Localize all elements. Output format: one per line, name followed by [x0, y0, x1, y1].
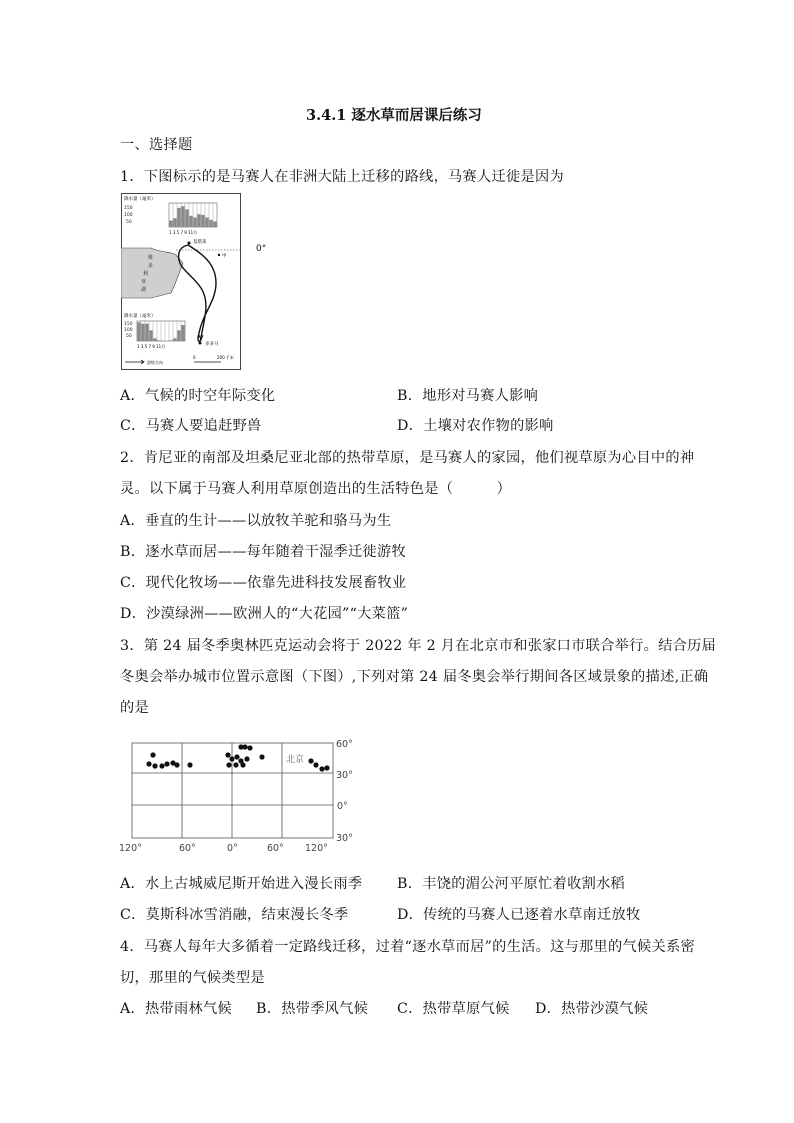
rainfall-bar [173, 218, 176, 227]
scale-zero: 0 [193, 355, 196, 360]
rainfall-bar [137, 322, 140, 341]
rainfall-bar [169, 221, 172, 227]
lat-label: 60° [336, 739, 353, 750]
q1-migration-map [121, 193, 241, 374]
lake-char: 利 [143, 271, 149, 277]
q2-stem-line2: 灵。以下属于马赛人利用草原创造出的生活特色是（ ） [120, 481, 512, 497]
rainfall-bar [213, 221, 216, 227]
lat-label: 0° [337, 801, 348, 812]
lon-label: 60° [267, 843, 284, 854]
city-south-dot [199, 342, 202, 345]
q2-stem-line1: 2．肯尼亚的南部及坦桑尼亚北部的热带草原，是马赛人的家园，他们视草原为心目中的神 [120, 450, 695, 466]
lon-label: 120° [305, 843, 328, 854]
lake-char: 维 [148, 255, 154, 261]
q3-option-a: A．水上古城威尼斯开始进入漫长雨季 [120, 876, 363, 892]
point-jia-label: 甲 [222, 254, 227, 259]
section-heading: 一、选择题 [120, 137, 193, 153]
q1-stem: 1．下图标示的是马赛人在非洲大陆上迁移的路线，马赛人迁徙是因为 [120, 169, 564, 185]
y-tick: 150 [124, 322, 133, 327]
q2-option-c: C．现代化牧场——依靠先进科技发展畜牧业 [120, 575, 407, 591]
lat-label: 30° [336, 770, 353, 781]
bottom-chart-label: 降水量（毫米） [124, 314, 156, 319]
q2-option-d: D．沙漠绿洲——欧洲人的“大花园”“大菜篮” [120, 606, 409, 622]
city-south-label: 多多马 [205, 342, 219, 347]
q3-stem-line3: 的是 [120, 700, 149, 716]
x-ticks: 1 3 5 7 9 11月 [169, 230, 198, 235]
lake-char: 亚 [141, 279, 147, 285]
q4-option-c: C．热带草原气候 [397, 1001, 510, 1017]
rainfall-bar [205, 217, 208, 227]
q1-option-d: D．土壤对农作物的影响 [397, 418, 554, 434]
q3-option-d: D．传统的马赛人已逐着水草南迁放牧 [397, 907, 641, 923]
x-ticks: 1 3 5 7 9 11月 [137, 344, 166, 349]
q1-option-c: C．马赛人要追赶野兽 [120, 418, 262, 434]
rainfall-bar [189, 216, 192, 227]
rainfall-bar [173, 338, 176, 341]
lon-label: 120° [119, 843, 142, 854]
rainfall-bar [177, 208, 180, 227]
lat-label: 30° [336, 833, 353, 844]
y-tick: 100 [124, 328, 133, 333]
q1-option-b: B．地形对马赛人影响 [397, 388, 539, 404]
rainfall-bar [185, 209, 188, 227]
q4-option-d: D．热带沙漠气候 [535, 1001, 649, 1017]
rainfall-bar [181, 325, 184, 341]
rainfall-bar [157, 340, 160, 341]
q3-stem-line1: 3．第 24 届冬季奥林匹克运动会将于 2022 年 2 月在北京市和张家口市联合举行。结合历届 [120, 638, 717, 654]
rainfall-bar [201, 215, 204, 227]
q2-option-b: B．逐水草而居——每年随着干湿季迁徙游牧 [120, 544, 406, 560]
scale-label: 200 千米 [217, 355, 234, 360]
q4-option-b: B．热带季风气候 [256, 1001, 369, 1017]
rainfall-bar [197, 214, 200, 227]
q3-option-b: B．丰饶的湄公河平原忙着收割水稻 [397, 876, 626, 892]
rainfall-bar [169, 340, 172, 341]
y-tick: 100 [124, 213, 133, 218]
q3-olympic-cities-map [115, 735, 365, 864]
rainfall-bar [177, 330, 180, 341]
page-title: 3.4.1 逐水草而居课后练习 [306, 107, 482, 124]
beijing-label: 北京 [286, 755, 305, 765]
legend-label: 游牧方向 [147, 360, 163, 365]
q3-option-c: C．莫斯科冰雪消融，结束漫长冬季 [120, 907, 349, 923]
rainfall-bar [193, 217, 196, 227]
lon-label: 0° [227, 843, 238, 854]
lake-char: 湖 [141, 287, 147, 293]
lon-label: 60° [179, 843, 196, 854]
city-north-dot [188, 242, 191, 245]
rainfall-bar [153, 338, 156, 341]
q1-option-a: A．气候的时空年际变化 [120, 388, 276, 404]
q4-stem-line1: 4．马赛人每年大多循着一定路线迁移，过着“逐水草而居”的生活。这与那里的气候关系密 [120, 939, 695, 955]
y-tick: 150 [124, 206, 133, 211]
rainfall-bar [145, 324, 148, 341]
q2-option-a: A．垂直的生计——以放牧羊驼和骆马为生 [120, 513, 392, 529]
top-chart-label: 降水量（毫米） [124, 197, 156, 202]
equator-label: 0° [256, 244, 267, 254]
y-tick: 50 [126, 220, 132, 225]
city-north-label: 基塔莱 [193, 240, 207, 245]
y-tick: 50 [126, 334, 132, 339]
rainfall-bar [141, 324, 144, 341]
point-jia-dot [218, 254, 220, 256]
lake-char: 多 [148, 263, 154, 269]
rainfall-bar [181, 206, 184, 227]
q3-stem-line2: 冬奥会举办城市位置示意图（下图）,下列对第 24 届冬奥会举行期间各区域景象的描述,正确 [120, 669, 709, 685]
rainfall-bar [149, 330, 152, 341]
q4-stem-line2: 切，那里的气候类型是 [120, 970, 265, 986]
q4-option-a: A．热带雨林气候 [120, 1001, 232, 1017]
rainfall-bar [209, 220, 212, 227]
